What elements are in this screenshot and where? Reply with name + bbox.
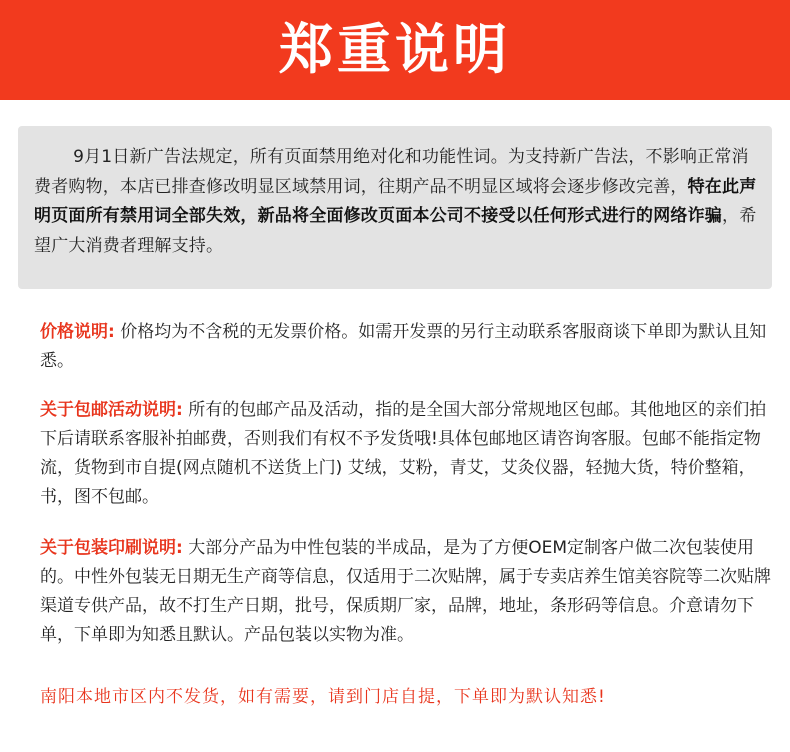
price-section-title: 价格说明: <box>40 322 115 342</box>
packaging-section-body: 大部分产品为中性包装的半成品，是为了方便OEM定制客户做二次包装使用的。中性外包装无日期无生产商等信息，仅适用于二次贴牌，属于专卖店养生馆美容院等二次贴牌渠道专供产品，故不打生产日期，批号，保质期厂家，品牌，地址，条形码等信息。介意请勿下单，下单即为知悉且默认。产品包装以实物为准。 <box>40 538 771 645</box>
price-section-body: 价格均为不含税的无发票价格。如需开发票的另行主动联系客服商谈下单即为默认且知悉。 <box>40 322 767 371</box>
packaging-section <box>40 534 780 650</box>
page-title: 郑重说明 <box>279 18 511 81</box>
packaging-section-title: 关于包装印刷说明: <box>40 538 183 558</box>
header-banner <box>0 0 790 100</box>
shipping-section-title: 关于包邮活动说明: <box>40 400 183 420</box>
local-pickup-notice: 南阳本地市区内不发货，如有需要，请到门店自提，下单即为默认知悉! <box>40 687 606 707</box>
shipping-section-body: 所有的包邮产品及活动，指的是全国大部分常规地区包邮。其他地区的亲们拍下后请联系客服补拍邮费，否则我们有权不予发货哦!具体包邮地区请咨询客服。包邮不能指定物流，货物到市自提(网点随机不送货上门) 艾绒，艾粉，青艾，艾灸仪器，轻抛大货，特价整箱，书，图不包邮。 <box>40 400 767 507</box>
price-section <box>40 318 780 376</box>
notice-paragraph <box>34 143 758 261</box>
notice-text-bold: 特在此声明页面所有禁用词全部失效，新品将全面修改页面本公司不接受以任何形式进行的网络诈骗 <box>34 176 757 226</box>
notice-text-part1: 9月1日新广告法规定，所有页面禁用绝对化和功能性词。为支持新广告法，不影响正常消费者购物，本店已排查修改明显区域禁用词，往期产品不明显区域将会逐步修改完善， <box>34 147 749 197</box>
shipping-section <box>40 396 780 512</box>
notice-box <box>18 126 772 289</box>
notice-text-part2: ，希望广大消费者理解支持。 <box>34 206 757 256</box>
